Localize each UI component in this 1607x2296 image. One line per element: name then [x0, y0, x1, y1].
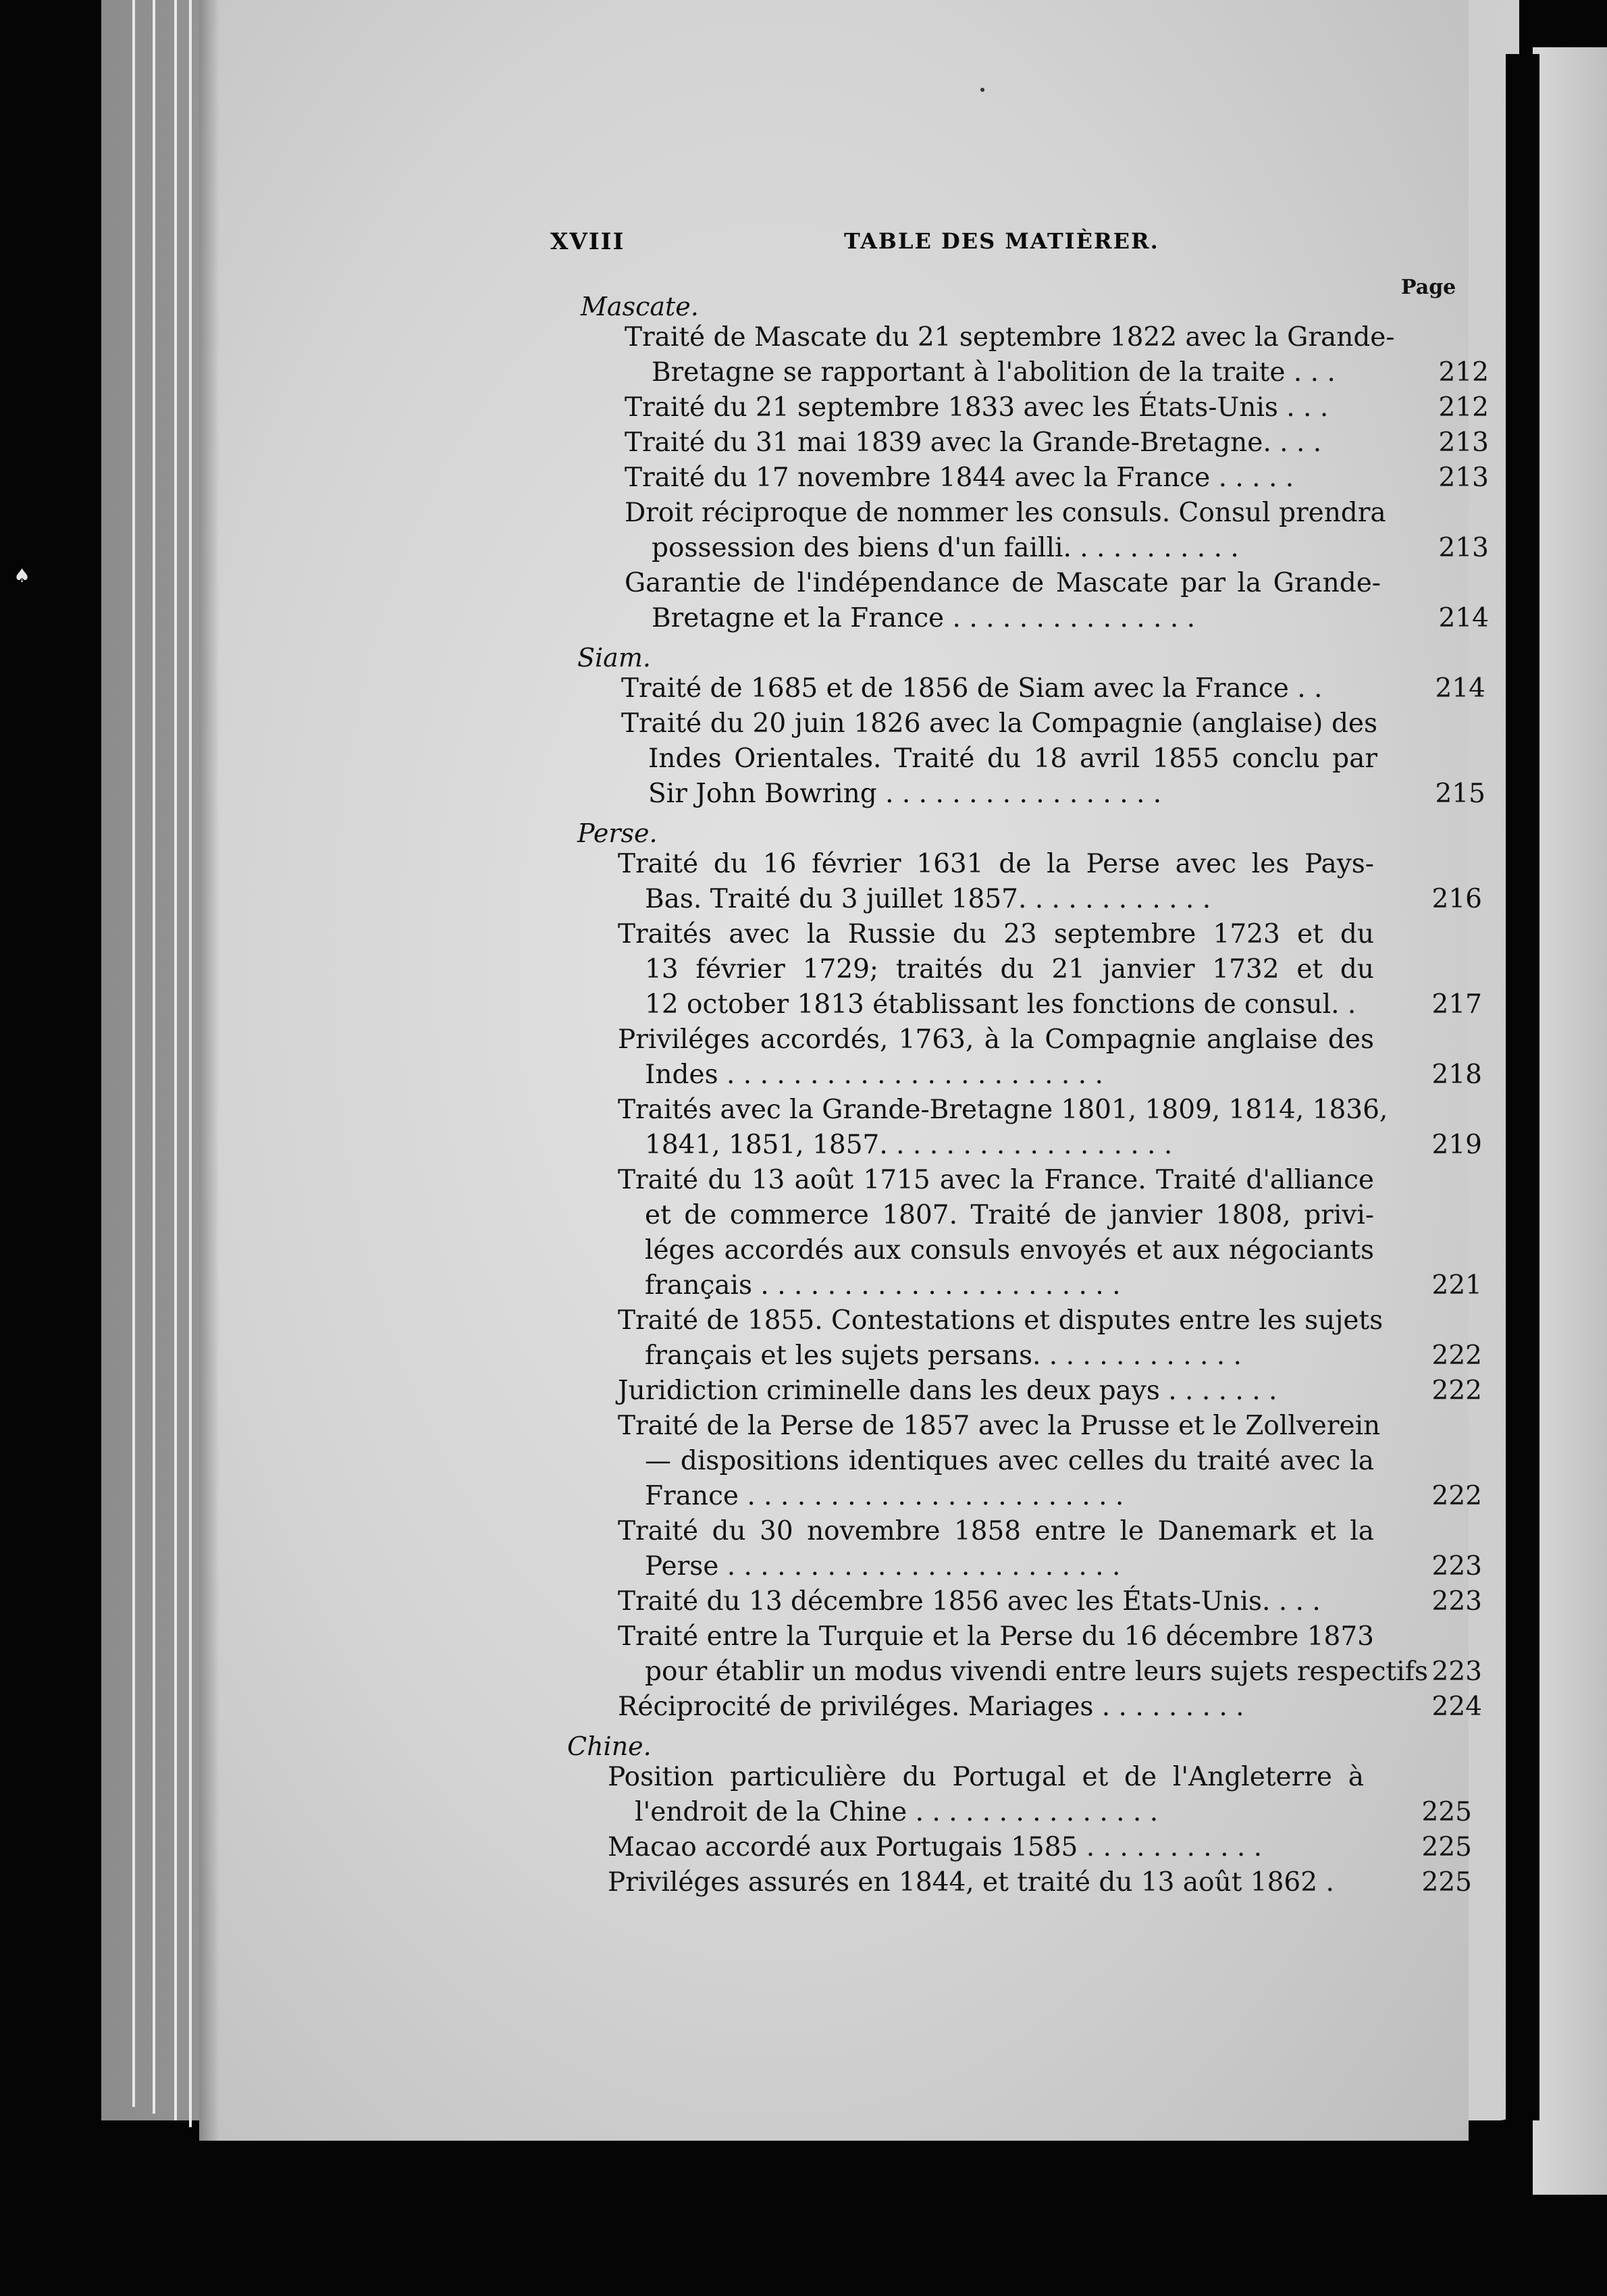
toc-entry-text: Sir John Bowring . . . . . . . . . . . . . . . . .	[648, 779, 1162, 809]
toc-entry-text: France . . . . . . . . . . . . . . . . . . . . . . .	[645, 1481, 1124, 1511]
toc-entry-text: Priviléges assurés en 1844, et traité du 13 août 1862 .	[608, 1867, 1334, 1898]
toc-entry	[608, 1760, 1485, 1830]
toc-entry-text: français et les sujets persans. . . . . . . . . . . . .	[645, 1340, 1242, 1371]
section-heading: Chine.	[567, 1731, 652, 1761]
toc-entry-text: 12 october 1813 établissant les fonctions de consul. .	[645, 989, 1356, 1020]
toc-page-number: 214	[1438, 603, 1489, 633]
toc-entry-text: — dispositions identiques avec celles du traité avec la	[645, 1446, 1374, 1476]
toc-entry	[618, 1690, 1496, 1725]
toc-entry	[618, 1303, 1496, 1374]
toc-page-number: 223	[1431, 1586, 1482, 1617]
toc-entry-text: Indes Orientales. Traité du 18 avril 1855 conclu par	[648, 743, 1377, 774]
toc-page-number: 216	[1431, 884, 1482, 914]
toc-page-number: 225	[1421, 1797, 1472, 1827]
toc-page-number: 213	[1438, 463, 1489, 493]
toc-page-number: 212	[1438, 357, 1489, 388]
gutter-shadow	[1506, 54, 1539, 2120]
toc-page-number: 222	[1431, 1481, 1482, 1511]
toc-entry	[618, 917, 1496, 1022]
toc-entry-text: léges accordés aux consuls envoyés et aux négociants	[645, 1235, 1374, 1266]
toc-page-number: 221	[1431, 1270, 1482, 1301]
toc-page-number: 223	[1431, 1551, 1482, 1582]
toc-page-number: 222	[1431, 1376, 1482, 1406]
toc-entry-text: Traité de 1855. Contestations et disputes entre les sujets	[618, 1305, 1384, 1336]
page-edge-line	[132, 0, 135, 2107]
toc-entry-text: Traité du 20 juin 1826 avec la Compagnie (anglaise) des	[621, 708, 1377, 739]
toc-entry-text: Réciprocité de priviléges. Mariages . . . . . . . . .	[618, 1692, 1244, 1722]
toc-entry-text: Position particulière du Portugal et de l'Angleterre à	[608, 1762, 1364, 1792]
section-heading: Siam.	[577, 643, 651, 673]
toc-entry	[618, 1584, 1496, 1619]
toc-page-number: 218	[1431, 1060, 1482, 1090]
toc-entry-text: Droit réciproque de nommer les consuls. Consul prendra	[625, 498, 1386, 528]
toc-entry	[625, 390, 1502, 425]
toc-page-number: 213	[1438, 427, 1489, 458]
page-shadow	[199, 0, 219, 2141]
toc-page-number: 213	[1438, 533, 1489, 563]
toc-entry	[608, 1865, 1485, 1900]
toc-page-number: 222	[1431, 1340, 1482, 1371]
toc-page-number: 219	[1431, 1130, 1482, 1160]
toc-entry-text: Traité entre la Turquie et la Perse du 16 décembre 1873	[618, 1621, 1374, 1652]
toc-entry-text: possession des biens d'un failli. . . . . . . . . . .	[652, 533, 1239, 563]
toc-entry	[618, 1409, 1496, 1514]
toc-entry-text: français . . . . . . . . . . . . . . . . . . . . . .	[645, 1270, 1121, 1301]
toc-entry-text: Bas. Traité du 3 juillet 1857. . . . . . . . . . . .	[645, 884, 1211, 914]
toc-entry	[618, 1619, 1496, 1690]
toc-entry	[625, 496, 1502, 566]
toc-entry-text: Juridiction criminelle dans les deux pays . . . . . . .	[618, 1376, 1277, 1406]
toc-page-number: 217	[1431, 989, 1482, 1020]
toc-entry-text: Traités avec la Russie du 23 septembre 1723 et du	[618, 919, 1374, 949]
toc-entry-text: Traité du 13 décembre 1856 avec les États-Unis. . . .	[618, 1586, 1321, 1617]
toc-entry	[618, 1514, 1496, 1584]
toc-page-number: 224	[1431, 1692, 1482, 1722]
toc-entry	[625, 320, 1502, 390]
section-heading: Mascate.	[581, 292, 699, 321]
toc-entry	[618, 847, 1496, 917]
toc-page-number: 225	[1421, 1867, 1472, 1898]
toc-page-number: 215	[1435, 779, 1485, 809]
toc-entry-text: Macao accordé aux Portugais 1585 . . . . . . . . . . .	[608, 1832, 1263, 1862]
margin-mark-icon: ♠	[14, 565, 31, 587]
toc-page-number: 225	[1421, 1832, 1472, 1862]
toc-entry-text: Traité du 17 novembre 1844 avec la France . . . . .	[625, 463, 1294, 493]
toc-entry	[618, 1022, 1496, 1093]
toc-entry	[625, 461, 1502, 496]
toc-entry-text: Traité du 16 février 1631 de la Perse avec les Pays-	[618, 849, 1374, 879]
toc-entry-text: Bretagne se rapportant à l'abolition de la traite . . .	[652, 357, 1336, 388]
toc-entry-text: Traité de 1685 et de 1856 de Siam avec la France . .	[621, 673, 1323, 704]
facing-page-edge	[1533, 47, 1607, 2195]
toc-entry-text: 13 février 1729; traités du 21 janvier 1732 et du	[645, 954, 1374, 985]
toc-entry	[618, 1163, 1496, 1303]
toc-entry-text: Garantie de l'indépendance de Mascate par la Grande-	[625, 568, 1381, 598]
toc-entry	[608, 1830, 1485, 1865]
page-edge-line	[153, 0, 155, 2114]
toc-entry-text: Traité de la Perse de 1857 avec la Prusse et le Zollverein	[618, 1411, 1381, 1441]
toc-page-number: 223	[1431, 1656, 1482, 1687]
toc-entry-text: 1841, 1851, 1857. . . . . . . . . . . . . . . . . .	[645, 1130, 1173, 1160]
toc-entry-text: Traités avec la Grande-Bretagne 1801, 1809, 1814, 1836,	[618, 1095, 1388, 1125]
toc-entry-text: Traité du 31 mai 1839 avec la Grande-Bretagne. . . .	[625, 427, 1322, 458]
toc-entry-text: Traité du 30 novembre 1858 entre le Danemark et la	[618, 1516, 1374, 1546]
toc-entry-text: pour établir un modus vivendi entre leurs sujets respectifs	[645, 1656, 1429, 1687]
page-edge-line	[189, 0, 192, 2127]
toc-entry	[621, 671, 1499, 706]
toc-page-number: 212	[1438, 392, 1489, 423]
toc-entry-text: Traité de Mascate du 21 septembre 1822 avec la Grande-	[625, 322, 1395, 353]
page-column-label: Page	[1401, 276, 1456, 299]
ink-speck	[980, 88, 984, 92]
toc-entry-text: Indes . . . . . . . . . . . . . . . . . . . . . . .	[645, 1060, 1103, 1090]
toc-entry	[618, 1374, 1496, 1409]
toc-page-number: 214	[1435, 673, 1485, 704]
toc-entry-text: Traité du 13 août 1715 avec la France. Traité d'alliance	[618, 1165, 1374, 1195]
section-heading: Perse.	[577, 818, 658, 848]
running-title: TABLE DES MATIÈRER.	[844, 228, 1159, 254]
toc-entry-text: l'endroit de la Chine . . . . . . . . . . . . . . .	[635, 1797, 1159, 1827]
toc-entry	[618, 1093, 1496, 1163]
page-edge-line	[174, 0, 177, 2120]
toc-entry	[625, 566, 1502, 636]
toc-entry	[625, 425, 1502, 461]
folio: XVIII	[550, 228, 625, 255]
toc-entry-text: Bretagne et la France . . . . . . . . . . . . . . .	[652, 603, 1196, 633]
toc-entry-text: et de commerce 1807. Traité de janvier 1808, privi-	[645, 1200, 1374, 1230]
toc-entry	[621, 706, 1499, 812]
toc-entry-text: Traité du 21 septembre 1833 avec les États-Unis . . .	[625, 392, 1329, 423]
toc-entry-text: Priviléges accordés, 1763, à la Compagnie anglaise des	[618, 1024, 1374, 1055]
toc-entry-text: Perse . . . . . . . . . . . . . . . . . . . . . . . .	[645, 1551, 1121, 1582]
